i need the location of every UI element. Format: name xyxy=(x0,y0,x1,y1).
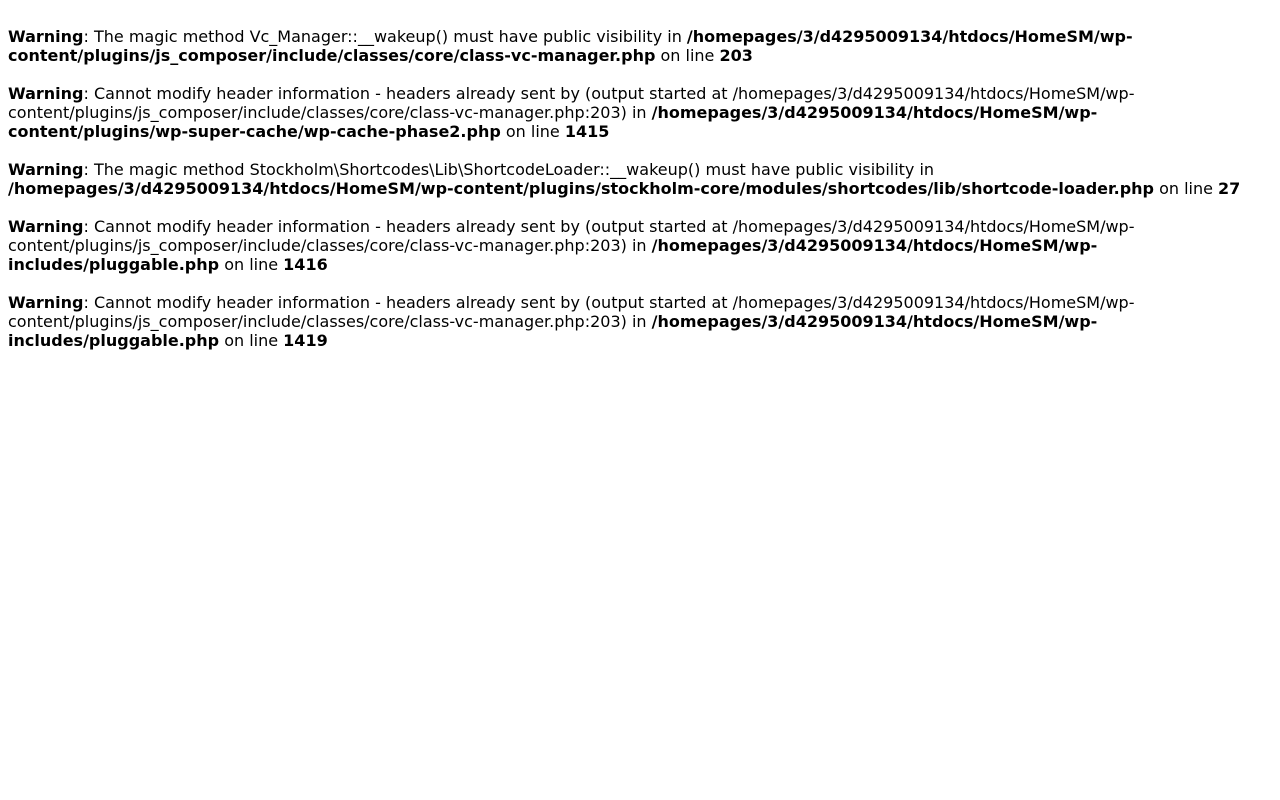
warning-separator: : xyxy=(83,27,94,46)
warning-separator: : xyxy=(83,217,94,236)
warning-line-number: 27 xyxy=(1218,179,1241,198)
warning-on-line-text: on line xyxy=(219,255,284,274)
warning-message: The magic method Vc_Manager::__wakeup() must have public visibility in xyxy=(93,27,687,46)
warning-label: Warning xyxy=(8,293,84,312)
warning-on-line-text: on line xyxy=(1153,179,1219,198)
php-warning-5 xyxy=(8,293,1272,350)
warning-line-number: 1419 xyxy=(283,331,328,350)
php-warning-2 xyxy=(8,84,1272,141)
warning-separator: : xyxy=(83,293,94,312)
warning-file-path: /homepages/3/d4295009134/htdocs/HomeSM/wp-content/plugins/stockholm-core/modules/shortcodes/lib/shortcode-loader.php xyxy=(8,179,1154,198)
php-warning-page xyxy=(0,0,1280,350)
warning-on-line-text: on line xyxy=(655,46,720,65)
warning-label: Warning xyxy=(8,160,84,179)
warning-label: Warning xyxy=(8,217,84,236)
warning-file-path: /homepages/3/d4295009134/htdocs/HomeSM/wp-content/plugins/wp-super-cache/wp-cache-phase2.php xyxy=(8,103,1098,141)
warning-separator: : xyxy=(83,84,94,103)
warning-line-number: 1415 xyxy=(564,122,610,141)
warning-on-line-text: on line xyxy=(500,122,565,141)
warning-line-number: 203 xyxy=(719,46,753,65)
warning-separator: : xyxy=(83,160,94,179)
php-warning-3 xyxy=(8,160,1272,198)
warning-message: Cannot modify header information - headers already sent by (output started at /homepages/3/d4295009134/htdocs/HomeSM/wp-content/plugins/js_composer/include/classes/core/class-vc-manager.php:203) in xyxy=(8,84,1135,122)
warning-on-line-text: on line xyxy=(219,331,284,350)
php-warning-1 xyxy=(8,27,1272,65)
warning-label: Warning xyxy=(8,84,84,103)
warning-file-path: /homepages/3/d4295009134/htdocs/HomeSM/wp-includes/pluggable.php xyxy=(8,236,1098,274)
php-warning-4 xyxy=(8,217,1272,274)
warning-label: Warning xyxy=(8,27,84,46)
warning-file-path: /homepages/3/d4295009134/htdocs/HomeSM/wp-content/plugins/js_composer/include/classes/core/class-vc-manager.php xyxy=(8,27,1133,65)
warning-message: The magic method Stockholm\Shortcodes\Lib\ShortcodeLoader::__wakeup() must have public visibility in xyxy=(93,160,935,179)
warning-message: Cannot modify header information - headers already sent by (output started at /homepages/3/d4295009134/htdocs/HomeSM/wp-content/plugins/js_composer/include/classes/core/class-vc-manager.php:203) in xyxy=(8,217,1135,255)
warning-message: Cannot modify header information - headers already sent by (output started at /homepages/3/d4295009134/htdocs/HomeSM/wp-content/plugins/js_composer/include/classes/core/class-vc-manager.php:203) in xyxy=(8,293,1135,331)
warning-file-path: /homepages/3/d4295009134/htdocs/HomeSM/wp-includes/pluggable.php xyxy=(8,312,1098,350)
warning-line-number: 1416 xyxy=(283,255,328,274)
